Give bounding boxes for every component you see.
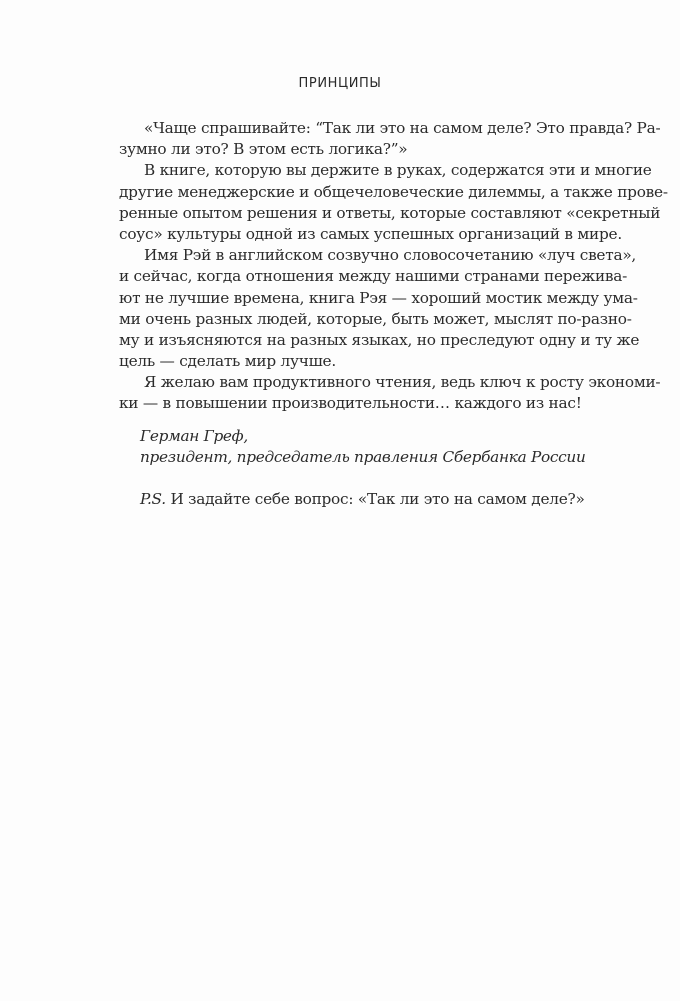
postscript [140, 489, 585, 510]
running-head-title: ПРИНЦИПЫ [298, 76, 382, 91]
postscript-text: И задайте себе вопрос: «Так ли это на самом деле?» [165, 490, 585, 508]
paragraph-3-line-4: ми очень разных людей, которые, быть может, мыслят по-разно- [119, 309, 632, 328]
postscript-prefix: P.S. [140, 490, 166, 508]
paragraph-3-line-2: и сейчас, когда отношения между нашими странами пережива- [119, 267, 628, 286]
paragraph-1-line-1: «Чаще спрашивайте: “Так ли это на самом деле? Это правда? Ра- [144, 119, 661, 137]
paragraph-3-line-3: ют не лучшие времена, книга Рэя — хороший мостик между ума- [119, 288, 638, 307]
paragraph-3-line-6: цель — сделать мир лучше. [119, 352, 336, 371]
paragraph-4-line-2: ки — в повышении производительности… каждого из нас! [119, 394, 582, 413]
signature-block [140, 426, 586, 468]
paragraph-2-line-4: соус» культуры одной из самых успешных организаций в мире. [119, 224, 622, 243]
paragraph-4-line-1: Я желаю вам продуктивного чтения, ведь ключ к росту экономи- [144, 373, 661, 392]
paragraph-2-line-1: В книге, которую вы держите в руках, содержатся эти и многие [144, 161, 652, 180]
body-text [119, 118, 668, 415]
signature-title: президент, председатель правления Сбербанка России [140, 448, 586, 467]
paragraph-3-line-1: Имя Рэй в английском созвучно словосочетанию «луч света», [144, 246, 637, 265]
signature-name: Герман Греф, [140, 427, 248, 445]
paragraph-3-line-5: му и изъясняются на разных языках, но преследуют одну и ту же [119, 330, 640, 349]
paragraph-1-line-2: зумно ли это? В этом есть логика?”» [119, 140, 408, 159]
paragraph-2-line-2: другие менеджерские и общечеловеческие дилеммы, а также прове- [119, 182, 668, 201]
paragraph-2-line-3: ренные опытом решения и ответы, которые составляют «секретный [119, 203, 661, 222]
